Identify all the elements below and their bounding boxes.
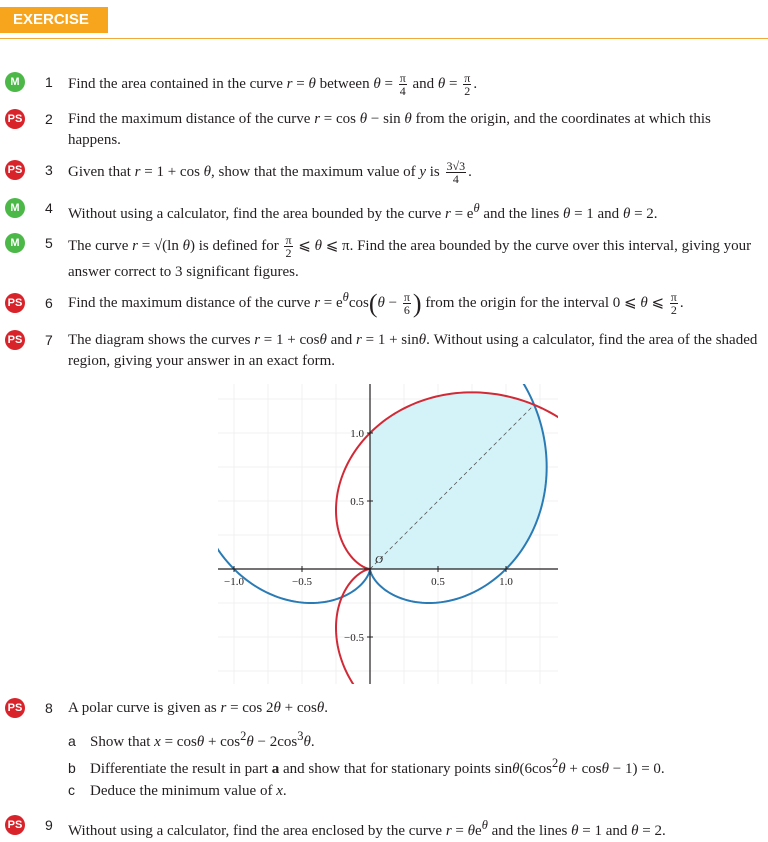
question-8-part-a: a Show that $x = \cos\theta + \cos^2\theta - 2\cos^3\theta$. xyxy=(68,729,315,750)
question-text: Find the maximum distance of the curve $r = e^\theta\cos(\theta$ − $\frac{\pi}{6}$ ) from the origin for the interval 0 ⩽ θ ⩽ $\frac{\pi}{2}$ . xyxy=(68,289,684,319)
question-number: 9 xyxy=(45,817,53,833)
x-tick-label: 1.0 xyxy=(499,576,513,588)
question-text: The curve r = √(ln θ) is defined for $\frac{\pi}{2}$ ⩽ θ ⩽ π. Find the area bounded by the curve over this interval, giving your answer correct to 3 significant figures. xyxy=(68,233,752,281)
question-text: Find the maximum distance of the curve r = cos θ − sin θ from the origin, and the coordinates at which this happens. xyxy=(68,111,711,148)
question-number: 6 xyxy=(45,295,53,311)
question-badge: M xyxy=(5,198,25,218)
question-8-part-b: b Differentiate the result in part a and show that for stationary points $\sin\theta(6\cos^2\theta + \cos\theta - 1) = 0$. xyxy=(68,756,665,777)
question-badge: M xyxy=(5,233,25,253)
question-text: A polar curve is given as r = cos 2θ + cosθ. xyxy=(68,700,328,716)
question-text: Without using a calculator, find the area bounded by the curve $r = e^\theta$ and the lines θ = 1 and θ = 2. xyxy=(68,201,658,222)
y-tick-label: 1.0 xyxy=(350,428,364,440)
x-tick-label: −0.5 xyxy=(292,576,312,588)
x-tick-label: 0.5 xyxy=(431,576,445,588)
y-tick-label: −0.5 xyxy=(344,632,364,644)
question-badge: PS xyxy=(5,330,25,350)
question-badge: M xyxy=(5,72,25,92)
question-badge: PS xyxy=(5,815,25,835)
question-number: 7 xyxy=(45,332,53,348)
question-text: Without using a calculator, find the area enclosed by the curve $r = \theta e^\theta$ and the lines θ = 1 and θ = 2. xyxy=(68,818,666,839)
x-tick-label: −1.0 xyxy=(224,576,244,588)
question-number: 8 xyxy=(45,700,53,716)
exercise-header xyxy=(0,0,768,54)
polar-curves-diagram xyxy=(218,384,558,684)
y-tick-label: 0.5 xyxy=(350,496,364,508)
question-8-part-c: c Deduce the minimum value of x. xyxy=(68,782,287,799)
question-badge: PS xyxy=(5,698,25,718)
question-badge: PS xyxy=(5,293,25,313)
origin-label: O xyxy=(375,554,383,566)
question-text: The diagram shows the curves r = 1 + cosθ and r = 1 + sinθ. Without using a calculator, find the area of the shaded region, giving your answer in an exact form. xyxy=(68,332,758,369)
question-number: 5 xyxy=(45,235,53,251)
question-badge: PS xyxy=(5,109,25,129)
question-number: 3 xyxy=(45,162,53,178)
question-number: 2 xyxy=(45,111,53,127)
question-text: Given that r = 1 + cos θ, show that the maximum value of y is $\frac{3√3}{4}$ . xyxy=(68,159,472,186)
question-badge: PS xyxy=(5,160,25,180)
question-text: Find the area contained in the curve r = θ between θ = $\frac{\pi}{4}$ and θ = $\frac{\pi}{2}$ . xyxy=(68,71,478,98)
exercise-title: EXERCISE 5B xyxy=(0,7,108,33)
question-number: 4 xyxy=(45,200,53,216)
question-number: 1 xyxy=(45,74,53,90)
